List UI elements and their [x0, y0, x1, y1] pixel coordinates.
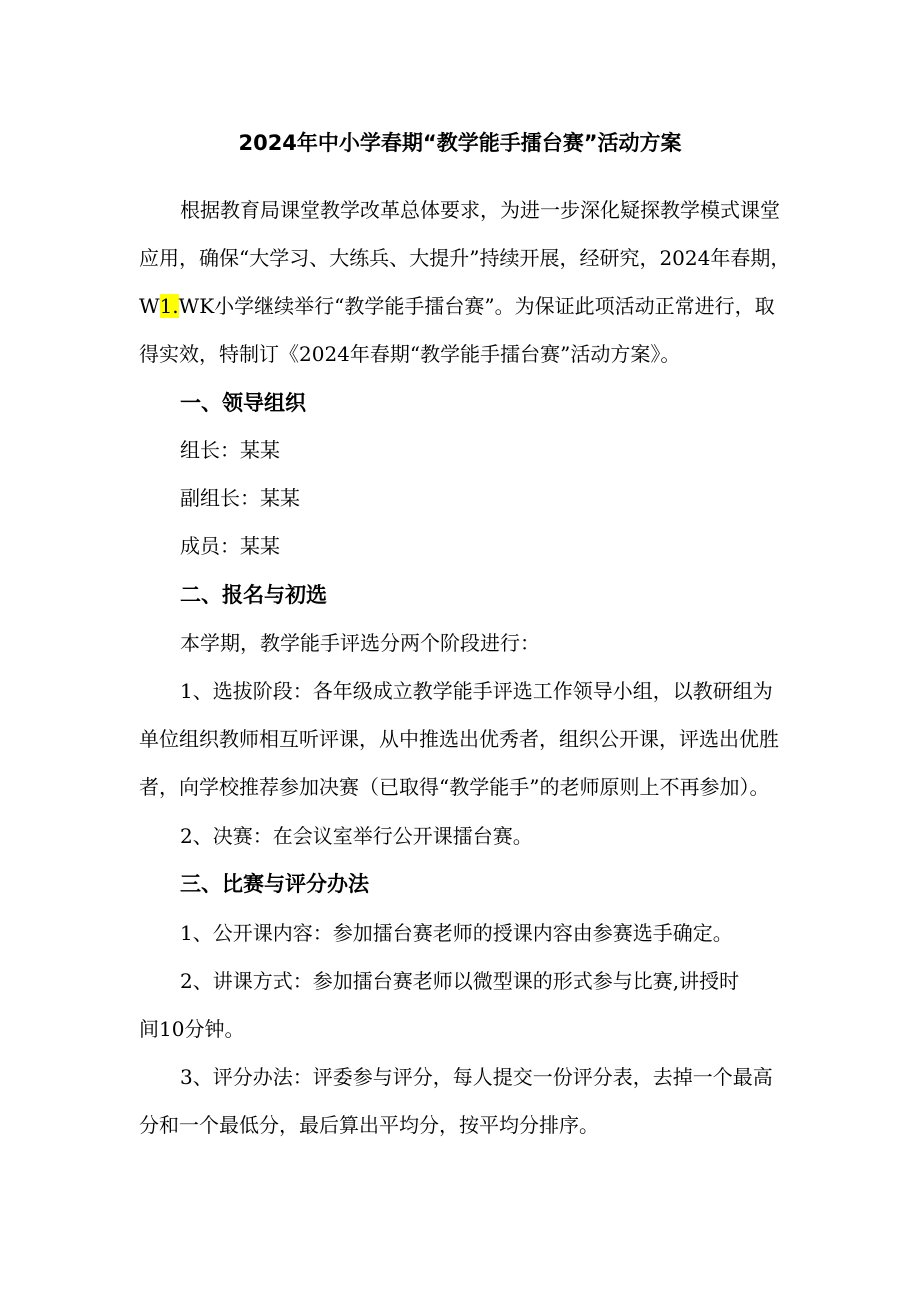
section-3-item-1: 1、公开课内容：参加擂台赛老师的授课内容由参赛选手确定。 [180, 921, 733, 945]
intro-line-1: 根据教育局课堂教学改革总体要求，为进一步深化疑探教学模式课堂 [180, 198, 780, 222]
intro-line-3-rest: WK小学继续举行“教学能手擂台赛”。为保证此项活动正常进行，取 [178, 294, 775, 318]
intro-line-4: 得实效，特制订《2024年春期“教学能手擂台赛”活动方案》。 [139, 342, 681, 366]
document-title: 2024年中小学春期“教学能手擂台赛”活动方案 [238, 131, 682, 155]
section-2-item-2: 2、决赛：在会议室举行公开课擂台赛。 [180, 824, 533, 848]
leader-line: 组长：某某 [180, 438, 280, 462]
section-1-heading: 一、领导组织 [180, 391, 306, 415]
section-3-heading: 三、比赛与评分办法 [180, 872, 369, 896]
section-2-item-1-line-2: 单位组织教师相互听评课，从中推选出优秀者，组织公开课，评选出优胜 [139, 727, 779, 751]
section-2-intro: 本学期，教学能手评选分两个阶段进行： [180, 631, 540, 655]
intro-line-3-prefix: W [139, 294, 160, 318]
section-2-item-1-line-1: 1、选拔阶段：各年级成立教学能手评选工作领导小组，以教研组为 [180, 679, 773, 703]
intro-line-3 [139, 282, 775, 330]
section-2-heading: 二、报名与初选 [180, 583, 327, 607]
section-3-item-2-line-1: 2、讲课方式：参加擂台赛老师以微型课的形式参与比赛,讲授时 [180, 969, 740, 993]
highlighted-text: 1. [159, 294, 179, 318]
intro-line-2: 应用，确保“大学习、大练兵、大提升”持续开展，经研究，2024年春期， [139, 246, 791, 270]
section-3-item-2-line-2: 间10分钟。 [139, 1017, 245, 1041]
section-2-item-1-line-3: 者，向学校推荐参加决赛（已取得“教学能手”的老师原则上不再参加）。 [139, 775, 770, 799]
deputy-leader-line: 副组长：某某 [180, 486, 300, 510]
section-3-item-3-line-2: 分和一个最低分，最后算出平均分，按平均分排序。 [139, 1113, 599, 1137]
members-line: 成员：某某 [180, 534, 280, 558]
section-3-item-3-line-1: 3、评分办法：评委参与评分，每人提交一份评分表，去掉一个最高 [180, 1065, 773, 1089]
